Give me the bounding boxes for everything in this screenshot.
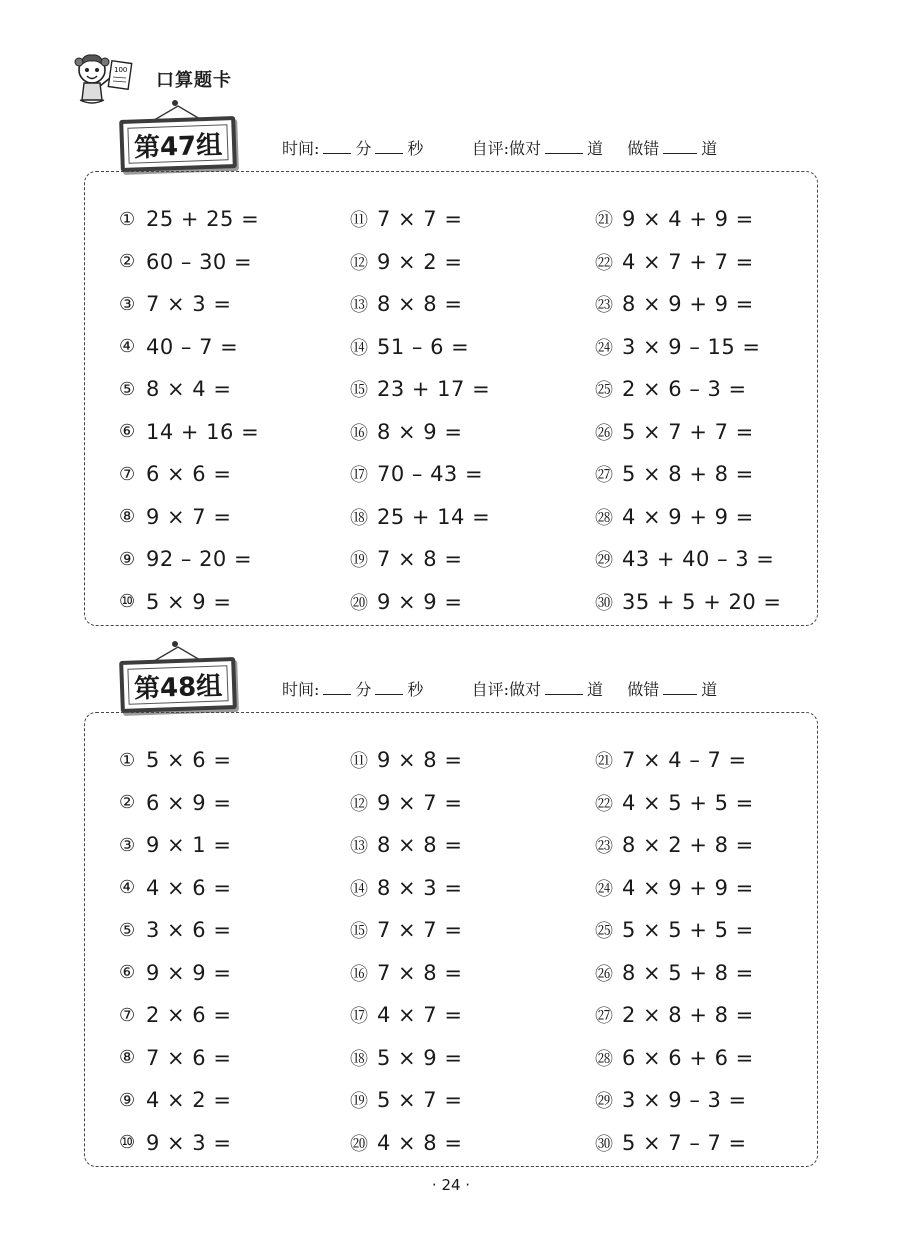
problem-item: ③ 7 × 3 = [119,292,232,317]
minute-blank[interactable] [323,139,351,154]
problem-item: ⑬ 8 × 8 = [350,833,463,858]
problem-item: ㉑ 7 × 4 – 7 = [595,748,747,773]
problem-item: ④ 4 × 6 = [119,875,232,900]
problems-box [84,712,818,1167]
second-blank[interactable] [375,139,403,154]
time-and-self-evaluation [282,677,717,700]
correct-unit-label: 道 [587,680,604,699]
problem-item: ⑬ 8 × 8 = [350,292,463,317]
group-plaque [120,641,240,721]
problem-column-3 [595,739,754,1164]
problem-item: ⑦ 6 × 6 = [119,462,232,487]
minute-label: 分 [355,680,372,699]
minute-label: 分 [355,139,372,158]
self-eval-correct-label: 自评:做对 [471,680,542,699]
problem-column-1 [119,198,259,623]
problem-item: ㉓ 8 × 9 + 9 = [595,292,754,317]
nail-icon [172,100,178,106]
exercise-group-48 [84,641,818,1171]
header-title: 口算题卡 [156,70,232,91]
problem-item: ⑭ 8 × 3 = [350,875,463,900]
exercise-group-47 [84,100,818,630]
mascot-girl-icon [70,48,140,106]
problem-item: ④ 40 – 7 = [119,334,239,359]
second-label: 秒 [407,680,424,699]
problem-item: ⑪ 9 × 8 = [350,748,463,773]
problem-item: ⑧ 9 × 7 = [119,504,232,529]
group-plaque [120,100,240,180]
problem-item: ㉕ 2 × 6 – 3 = [595,377,747,402]
problem-item: ⑤ 8 × 4 = [119,377,232,402]
problem-item: ⑪ 7 × 7 = [350,207,463,232]
wrong-label: 做错 [627,139,660,158]
time-and-self-evaluation [282,136,717,159]
problem-item: ㉚ 5 × 7 – 7 = [595,1130,747,1155]
problem-item: ㉗ 5 × 8 + 8 = [595,462,754,487]
problem-item: ⑯ 7 × 8 = [350,960,463,985]
wrong-count-blank[interactable] [663,680,697,695]
time-label: 时间: [282,139,320,158]
second-label: 秒 [407,139,424,158]
problem-item: ⑯ 8 × 9 = [350,419,463,444]
problem-item: ㉒ 4 × 5 + 5 = [595,790,754,815]
wrong-unit-label: 道 [701,139,718,158]
problem-item: ⑥ 14 + 16 = [119,419,260,444]
problem-item: ⑥ 9 × 9 = [119,960,232,985]
wrong-label: 做错 [627,680,660,699]
problem-item: ② 60 – 30 = [119,249,253,274]
problem-item: ⑲ 5 × 7 = [350,1088,463,1113]
problem-column-2 [350,739,462,1164]
problem-item: ① 5 × 6 = [119,748,232,773]
problem-item: ⑰ 70 – 43 = [350,462,484,487]
problem-column-1 [119,739,231,1164]
problem-item: ㉗ 2 × 8 + 8 = [595,1003,754,1028]
problem-item: ① 25 + 25 = [119,207,260,232]
problem-column-2 [350,198,490,623]
nail-icon [172,641,178,647]
problem-item: ㉔ 3 × 9 – 15 = [595,334,761,359]
problem-item: ② 6 × 9 = [119,790,232,815]
problem-item: ⑨ 4 × 2 = [119,1088,232,1113]
problem-item: ⑲ 7 × 8 = [350,547,463,572]
correct-unit-label: 道 [587,139,604,158]
problem-item: ㉔ 4 × 9 + 9 = [595,875,754,900]
problems-box [84,171,818,626]
problem-item: ⑧ 7 × 6 = [119,1045,232,1070]
problem-item: ⑮ 7 × 7 = [350,918,463,943]
problem-item: ㉙ 3 × 9 – 3 = [595,1088,747,1113]
wrong-count-blank[interactable] [663,139,697,154]
problem-item: ⑨ 92 – 20 = [119,547,253,572]
correct-count-blank[interactable] [545,680,583,695]
problem-item: ⑮ 23 + 17 = [350,377,491,402]
problem-item: ⑦ 2 × 6 = [119,1003,232,1028]
problem-item: ㉘ 4 × 9 + 9 = [595,504,754,529]
problem-item: ⑰ 4 × 7 = [350,1003,463,1028]
problem-item: ㉖ 8 × 5 + 8 = [595,960,754,985]
problem-column-3 [595,198,781,623]
problem-item: ㉕ 5 × 5 + 5 = [595,918,754,943]
group-title: 第47组 [133,129,223,164]
group-title: 第48组 [133,670,223,705]
problem-item: ㉓ 8 × 2 + 8 = [595,833,754,858]
problem-item: ㉒ 4 × 7 + 7 = [595,249,754,274]
problem-item: ⑭ 51 – 6 = [350,334,470,359]
wrong-unit-label: 道 [701,680,718,699]
problem-item: ⑫ 9 × 2 = [350,249,463,274]
problem-item: ㉑ 9 × 4 + 9 = [595,207,754,232]
mascot-sign-text: 100 [114,66,128,74]
problem-item: ㉖ 5 × 7 + 7 = [595,419,754,444]
problem-item: ㉘ 6 × 6 + 6 = [595,1045,754,1070]
page-header [70,48,370,108]
minute-blank[interactable] [323,680,351,695]
problem-item: ⑤ 3 × 6 = [119,918,232,943]
problem-item: ⑱ 25 + 14 = [350,504,491,529]
correct-count-blank[interactable] [545,139,583,154]
problem-item: ㉙ 43 + 40 – 3 = [595,547,775,572]
problem-item: ⑫ 9 × 7 = [350,790,463,815]
problem-item: ③ 9 × 1 = [119,833,232,858]
problem-item: ⑳ 4 × 8 = [350,1130,463,1155]
problem-item: ⑩ 9 × 3 = [119,1130,232,1155]
problem-item: ㉚ 35 + 5 + 20 = [595,589,782,614]
problem-item: ⑱ 5 × 9 = [350,1045,463,1070]
self-eval-correct-label: 自评:做对 [471,139,542,158]
page-number: · 24 · [431,1176,471,1194]
problem-item: ⑳ 9 × 9 = [350,589,463,614]
second-blank[interactable] [375,680,403,695]
time-label: 时间: [282,680,320,699]
problem-item: ⑩ 5 × 9 = [119,589,232,614]
